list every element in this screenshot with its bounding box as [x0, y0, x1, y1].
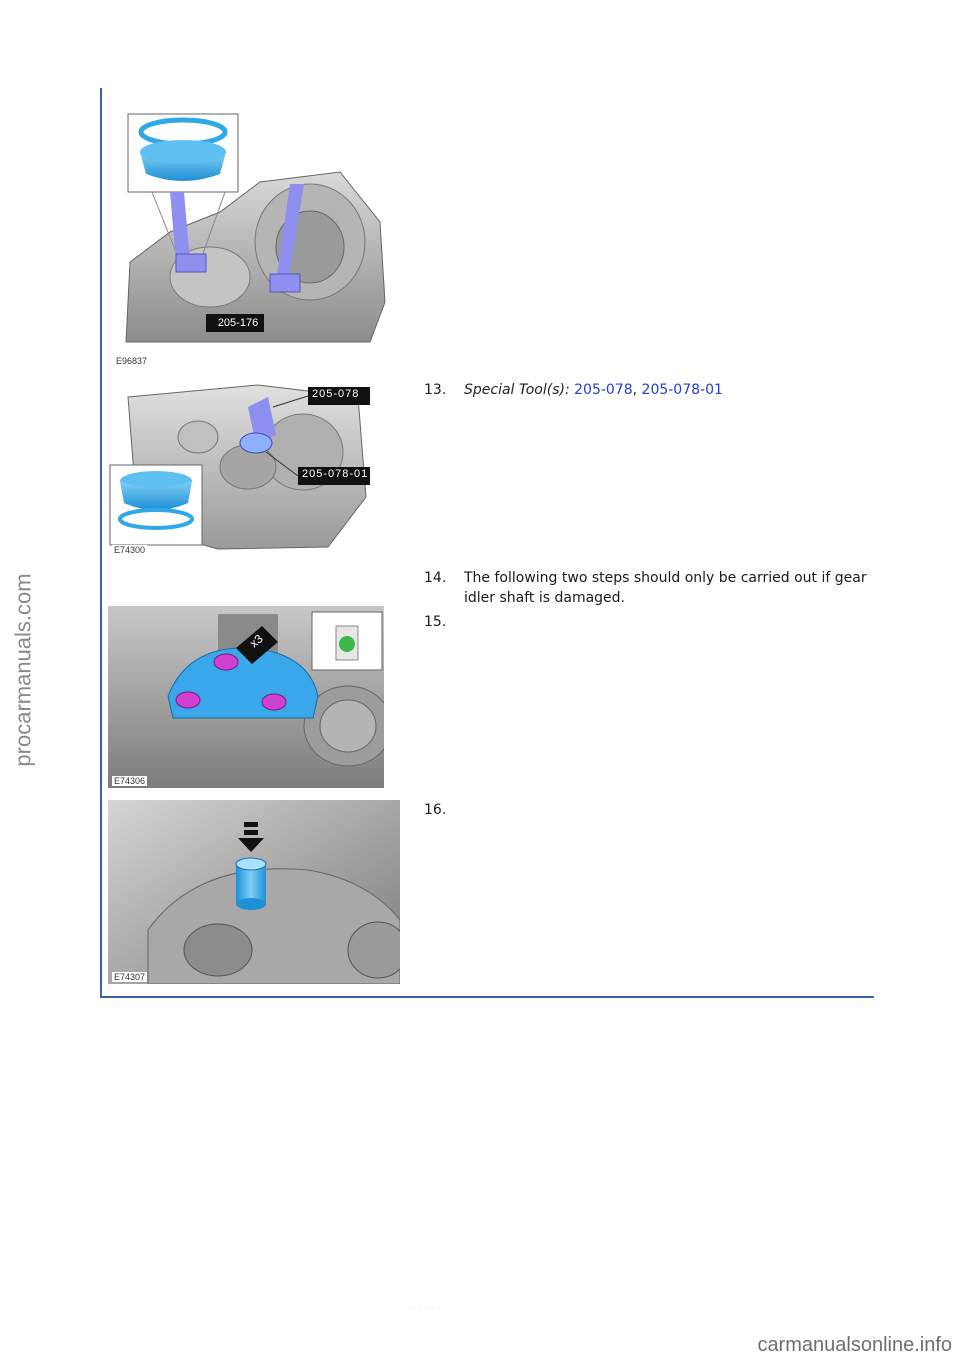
step-text: The following two steps should only be carried out if gear idler shaft is damaged.	[464, 570, 867, 606]
step-number: 14.	[424, 570, 447, 586]
page-rule-left	[100, 88, 102, 998]
tool-link-205-078-01[interactable]: 205-078-01	[641, 382, 723, 398]
figure-2-illustration	[108, 377, 370, 557]
tool-link-205-078[interactable]: 205-078	[574, 382, 633, 398]
page-footer	[0, 1304, 960, 1358]
figure-1-illustration	[110, 112, 392, 368]
figure-code: E74307	[114, 972, 146, 982]
page-rule-bottom	[100, 996, 874, 998]
figure-tool-tag-1: 205-078	[312, 388, 360, 400]
footer-site-watermark: carmanualsonline.info	[757, 1334, 952, 1356]
special-tools-label: Special Tool(s):	[464, 382, 570, 398]
watermark-text: procarmanuals.com	[11, 573, 36, 767]
step-number: 16.	[424, 802, 447, 818]
step-16	[424, 800, 884, 822]
step-number: 15.	[424, 614, 447, 630]
step-14	[424, 568, 884, 612]
step-13	[424, 380, 884, 402]
figure-transmission-case-1	[110, 112, 392, 368]
figure-4-illustration	[108, 800, 400, 984]
figure-tool-tag: 205-176	[217, 317, 259, 329]
step-number: 13.	[424, 382, 447, 398]
step-15	[424, 612, 884, 634]
figure-gear-idler-cover	[108, 606, 384, 788]
figure-transmission-case-2	[108, 377, 370, 557]
figure-badge: x3	[246, 631, 266, 651]
footer-faint-text: · · · · ·	[412, 1304, 441, 1315]
step-text	[464, 380, 874, 400]
figure-idler-shaft	[108, 800, 400, 984]
figure-code: E74306	[114, 776, 146, 786]
figure-code: E74300	[114, 545, 146, 555]
figure-3-illustration	[108, 606, 384, 788]
tool-separator: ,	[632, 382, 638, 398]
figure-tool-tag-2: 205-078-01	[302, 468, 369, 480]
watermark-vertical	[4, 560, 44, 780]
figure-code: E96837	[116, 356, 148, 366]
